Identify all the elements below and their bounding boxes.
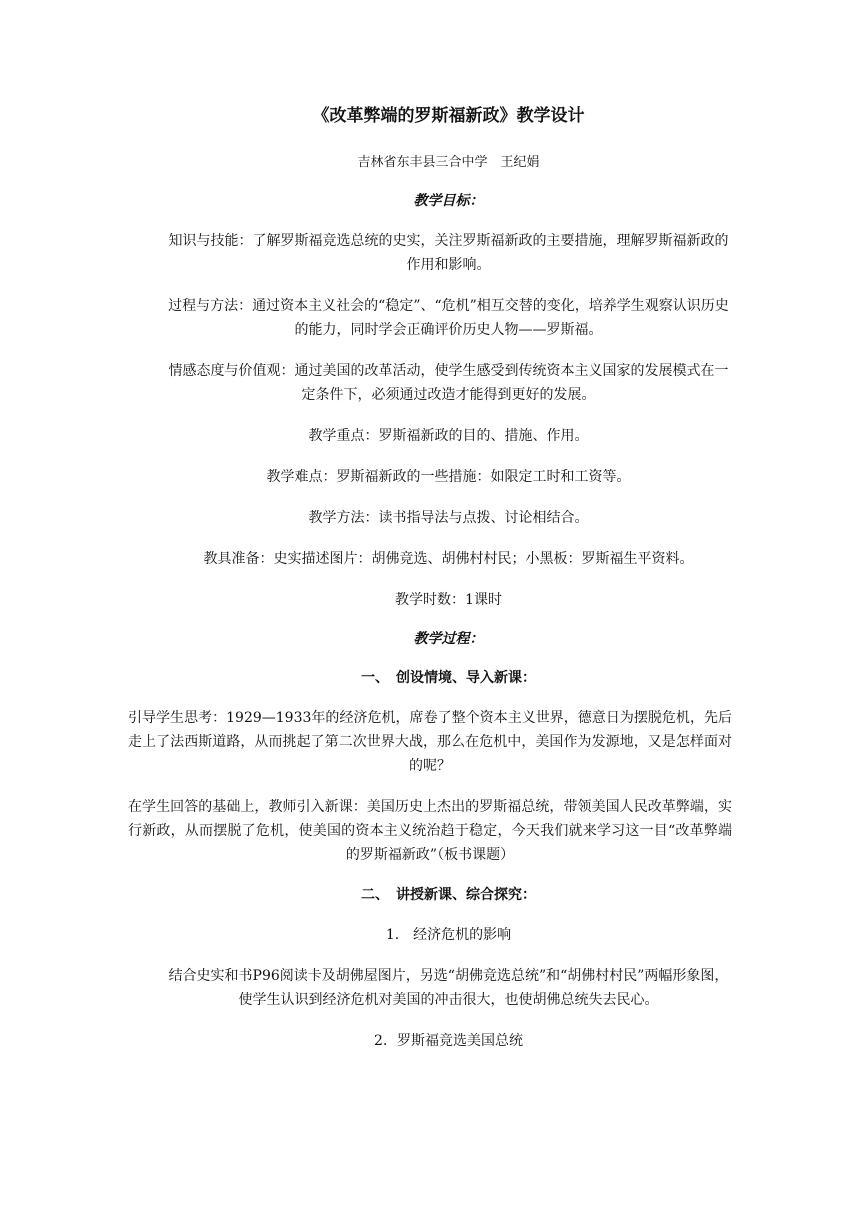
document-title: 《改革弊端的罗斯福新政》教学设计 xyxy=(312,106,585,126)
item1-heading: 1. 经济危机的影响 xyxy=(385,927,512,943)
section2-heading: 二、 讲授新课、综合探究： xyxy=(361,887,536,903)
item1-paragraph: 结合史实和书P96阅读卡及胡佛屋图片，另选“胡佛竞选总统”和“胡佛村村民”两幅形象图，使学生认识到经济危机对美国的冲击很大，也使胡佛总统失去民心。 xyxy=(168,968,729,1008)
key-points: 教学重点：罗斯福新政的目的、措施、作用。 xyxy=(308,428,589,444)
section1-paragraph-1: 引导学生思考：1929—1933年的经济危机，席卷了整个资本主义世界，德意日为摆脱危机，先后走上了法西斯道路，从而挑起了第二次世界大战，那么在危机中，美国作为发源地，又是怎样面对的呢？ xyxy=(128,710,732,774)
author-line: 吉林省东丰县三合中学 王纪娟 xyxy=(357,155,540,170)
objective-knowledge: 知识与技能：了解罗斯福竞选总统的史实，关注罗斯福新政的主要措施，理解罗斯福新政的作用和影响。 xyxy=(168,233,729,273)
process-heading: 教学过程： xyxy=(413,631,484,647)
teaching-methods: 教学方法：读书指导法与点拨、讨论相结合。 xyxy=(308,510,589,526)
section1-heading: 一、 创设情境、导入新课： xyxy=(361,670,536,686)
teaching-materials: 教具准备：史实描述图片：胡佛竞选、胡佛村村民；小黑板：罗斯福生平资料。 xyxy=(203,551,694,567)
objective-values: 情感态度与价值观：通过美国的改革活动，使学生感受到传统资本主义国家的发展模式在一定条件下，必须通过改造才能得到更好的发展。 xyxy=(168,363,729,403)
section1-paragraph-2: 在学生回答的基础上，教师引入新课：美国历史上杰出的罗斯福总统，带领美国人民改革弊端，实行新政，从而摆脱了危机，使美国的资本主义统治趋于稳定，今天我们就来学习这一目“改革弊端的罗斯福新政”（板书课题） xyxy=(128,799,732,863)
difficulties: 教学难点：罗斯福新政的一些措施：如限定工时和工资等。 xyxy=(266,469,631,485)
objective-process: 过程与方法：通过资本主义社会的“稳定”、“危机”相互交替的变化，培养学生观察认识历史的能力，同时学会正确评价历史人物——罗斯福。 xyxy=(168,298,729,338)
teaching-hours: 教学时数：1课时 xyxy=(395,592,502,608)
item2-heading: 2．罗斯福竞选美国总统 xyxy=(374,1033,523,1049)
objectives-heading: 教学目标： xyxy=(413,193,484,209)
